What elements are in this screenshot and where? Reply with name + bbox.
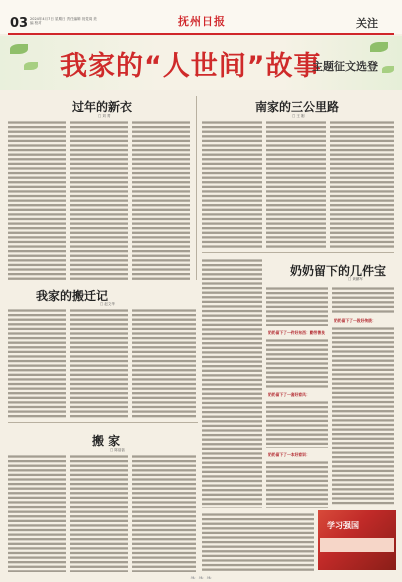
article-title: 我家的搬迁记 <box>36 289 109 303</box>
article-title: 奶奶留下的几件宝 <box>290 264 387 278</box>
paper-logo: 抚州日报 <box>178 15 226 28</box>
ad-panel <box>320 538 394 552</box>
article-body <box>70 454 128 572</box>
article-body <box>266 460 328 508</box>
subhead: 奶奶留下了一本好家训： <box>268 452 310 457</box>
leaf-icon <box>370 42 388 52</box>
page-info: 2024年4月7日 星期日 责任编辑 视觉周 美编 校对 <box>30 17 97 26</box>
article-body <box>202 512 314 572</box>
article-body <box>202 120 262 248</box>
article-title: 搬 家 <box>92 434 121 448</box>
header-rule <box>8 33 394 35</box>
article-body <box>332 286 394 314</box>
article-byline: □ 刘 菁 <box>98 114 111 118</box>
article-byline: □ 黄鹏军 <box>348 277 363 281</box>
article-title: 南家的三公里路 <box>255 100 340 114</box>
article-body <box>266 338 328 388</box>
page-number: 03 <box>10 16 29 31</box>
leaf-icon <box>10 44 28 54</box>
article-body <box>266 120 326 248</box>
article-body <box>332 326 394 506</box>
section-divider <box>8 422 198 423</box>
section-label: 关注 <box>356 17 378 30</box>
banner-title: 我家的“人世间”故事 <box>60 51 322 82</box>
article-title: 过年的新衣 <box>72 100 133 114</box>
feature-banner <box>0 36 402 90</box>
section-divider <box>202 252 394 253</box>
leaf-icon <box>24 62 38 70</box>
article-byline: □ 王 刚 <box>292 114 305 118</box>
banner-subtitle: 主题征文选登 <box>312 60 378 73</box>
subhead: 奶奶留下了一件好东西：勤劳善良 <box>268 330 325 335</box>
footer-ornament-icon: ❧ ❧ ❧ <box>190 574 213 582</box>
subhead: 奶奶留下了一段好传统： <box>334 318 376 323</box>
subhead: 奶奶留下了一套好家风： <box>268 392 310 397</box>
ad-text: 学习强国 <box>327 521 359 530</box>
article-body <box>132 120 190 280</box>
article-body <box>8 454 66 572</box>
article-body <box>8 120 66 280</box>
article-body <box>330 120 394 248</box>
article-body <box>132 454 196 572</box>
article-body <box>266 400 328 448</box>
leaf-icon <box>382 66 394 73</box>
article-body <box>8 308 66 418</box>
article-body <box>266 286 328 326</box>
column-divider <box>196 96 197 280</box>
article-body <box>202 258 262 508</box>
article-body <box>132 308 196 418</box>
article-body <box>70 120 128 280</box>
article-byline: □ 赵文华 <box>100 302 115 306</box>
article-byline: □ 陈蓓蓓 <box>110 448 125 452</box>
article-body <box>70 308 128 418</box>
